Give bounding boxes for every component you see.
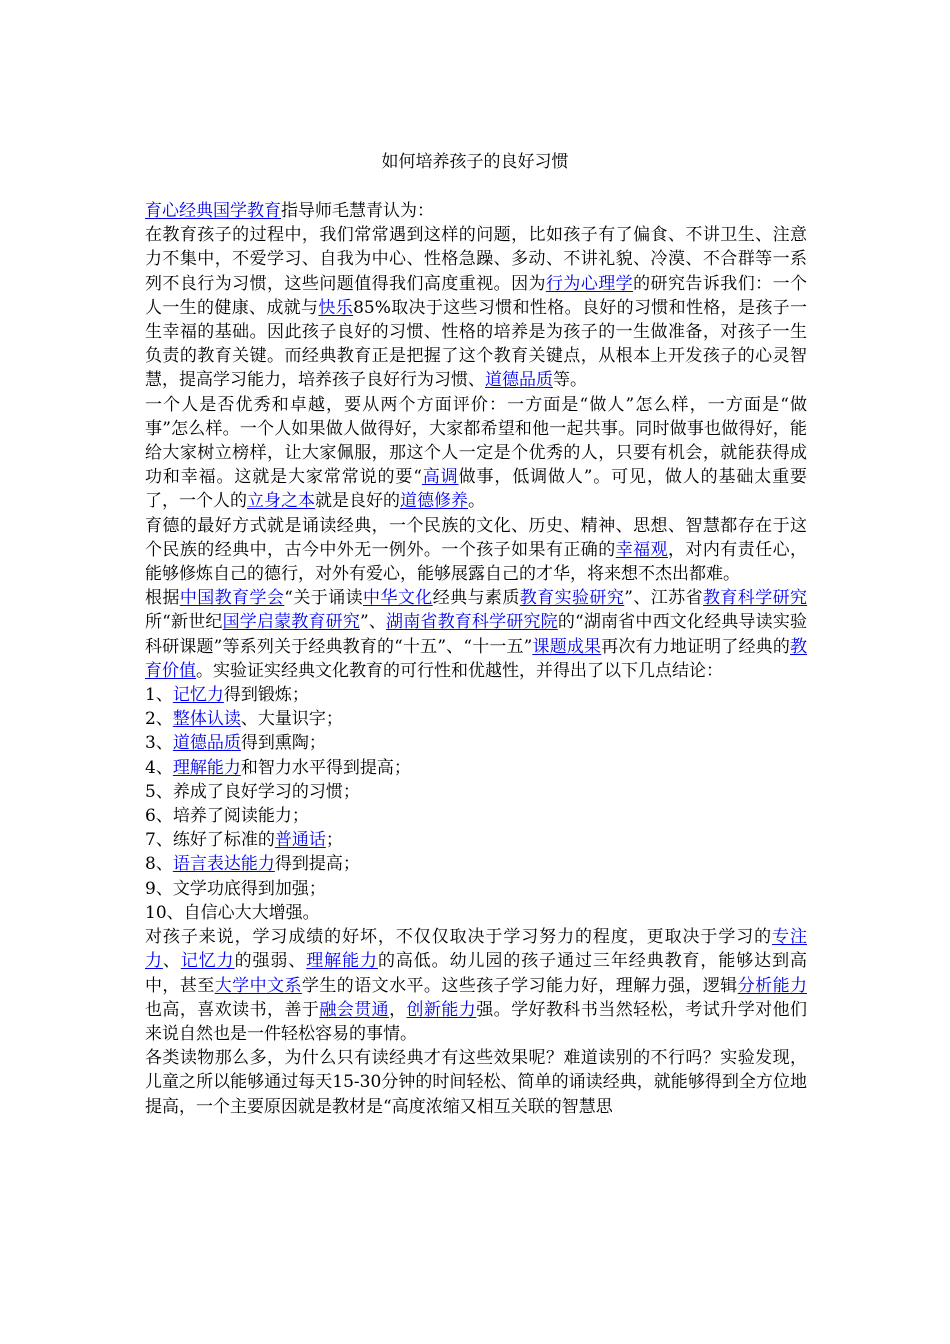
text-run: 在教育孩子的过程中，我们常常遇到这样的问题，比如孩子有了偏食、不讲卫生、注意力不集中，不爱学习、自我为中心、性格急躁、多动、不讲礼貌、冷漠、不合群等一系列不良行为习惯，这些问题值得我们高度重视。因为 <box>145 225 807 294</box>
text-run: 指导师毛慧青认为： <box>281 201 434 221</box>
inline-link[interactable]: 课题成果 <box>532 636 602 657</box>
text-run: 6、培养了阅读能力； <box>145 806 309 827</box>
document-title: 如何培养孩子的良好习惯 <box>381 152 569 172</box>
text-run: 得到熏陶； <box>240 733 326 754</box>
text-run: 根据 <box>145 588 180 609</box>
inline-link[interactable]: 教育科学研究 <box>702 588 808 609</box>
text-run: “关于诵读 <box>284 588 364 609</box>
text-run: 得到提高； <box>274 854 360 875</box>
paragraph <box>145 1046 807 1119</box>
paragraph <box>145 683 807 707</box>
text-run: 8、 <box>145 854 173 875</box>
text-run: 4、 <box>145 757 173 778</box>
paragraph <box>145 877 807 901</box>
paragraph <box>145 852 807 876</box>
text-run: 就是良好的 <box>315 491 400 512</box>
inline-link[interactable]: 记忆力 <box>180 951 235 972</box>
paragraph <box>145 731 807 755</box>
text-run: 再次有力地证明了经典的 <box>601 636 790 657</box>
inline-link[interactable]: 高调 <box>421 467 459 488</box>
inline-link[interactable]: 教育实验研究 <box>519 588 625 609</box>
inline-link[interactable]: 理解能力 <box>172 757 241 778</box>
inline-link[interactable]: 教育价值 <box>145 636 807 681</box>
inline-link[interactable]: 大学中文系 <box>214 975 302 996</box>
text-run: 5、养成了良好学习的习惯； <box>145 781 360 802</box>
inline-link[interactable]: 立身之本 <box>247 491 315 512</box>
text-run: 等。 <box>553 370 587 391</box>
text-run: 85%取决于这些习惯和性格。良好的习惯和性格，是孩子一生幸福的基础。因此孩子良好的习惯、性格的培养是为孩子的一生做准备，对孩子一生负责的教育关键。而经典教育正是把握了这个教育关键点，从根本上开发孩子的心灵智慧，提高学习能力，培养孩子良好行为习惯、 <box>145 297 807 391</box>
paragraph <box>145 804 807 828</box>
text-run: ， <box>389 999 407 1020</box>
paragraph <box>145 901 807 925</box>
text-run: 的“湖南省中西文化经典导读实验科研课题”等系列关于经典教育的“十五”、“十一五” <box>145 612 807 657</box>
text-run: 得到锻炼； <box>223 685 309 706</box>
text-run: 。 <box>468 491 485 512</box>
inline-link[interactable]: 中华文化 <box>363 588 433 609</box>
text-run: 所“新世纪 <box>145 612 223 633</box>
inline-link[interactable]: 行为心理学 <box>545 273 634 294</box>
inline-link[interactable]: 整体认读 <box>172 709 241 730</box>
inline-link[interactable]: 道德品质 <box>172 733 241 754</box>
inline-link[interactable]: 道德修养 <box>400 491 468 512</box>
text-run: ”、江苏省 <box>624 588 703 609</box>
text-run: 7、练好了标准的 <box>145 830 275 851</box>
text-run: ； <box>325 830 343 851</box>
text-run: 9、文学功底得到加强； <box>145 878 326 899</box>
text-run: ”、 <box>360 612 387 633</box>
text-run: 和智力水平得到提高； <box>240 757 411 778</box>
inline-link[interactable]: 融会贯通 <box>319 999 390 1020</box>
inline-link[interactable]: 语言表达能力 <box>172 854 275 875</box>
text-run: ，对内有责任心，能够修炼自己的德行，对外有爱心，能够展露自己的才华，将来想不杰出都难。 <box>145 539 808 585</box>
text-run: 一个人是否优秀和卓越，要从两个方面评价：一方面是“做人”怎么样，一方面是“做事”怎么样。一个人如果做人做得好，大家都希望和他一起共事。同时做事也做得好，能给大家树立榜样，让大家佩服，那这个人一定是个优秀的人，只要有机会，就能获得成功和幸福。这就是大家常常说的要“ <box>145 394 807 488</box>
inline-link[interactable]: 创新能力 <box>406 999 477 1020</box>
text-run: 的研究告诉我们：一个人一生的健康、成就与 <box>145 273 808 318</box>
text-run: 。实验证实经典文化教育的可行性和优越性，并得出了以下几点结论： <box>196 660 723 681</box>
inline-link[interactable]: 专注力 <box>145 927 808 972</box>
paragraph <box>145 925 807 1046</box>
paragraph <box>145 707 807 731</box>
paragraph <box>145 393 807 514</box>
text-run: 经典与素质 <box>432 588 520 609</box>
inline-link[interactable]: 普通话 <box>274 830 326 851</box>
text-run: 3、 <box>145 733 173 754</box>
text-run: 1、 <box>145 685 173 706</box>
inline-link[interactable]: 理解能力 <box>306 951 378 972</box>
text-run: 对孩子来说，学习成绩的好坏，不仅仅取决于学习努力的程度，更取决于学习的 <box>145 927 773 948</box>
text-run: 10、自信心大大增强。 <box>145 902 320 923</box>
text-run: 、大量识字； <box>240 709 343 730</box>
paragraph <box>145 828 807 852</box>
text-run: 也高，喜欢读书，善于 <box>145 999 320 1020</box>
paragraph <box>145 780 807 804</box>
inline-link[interactable]: 记忆力 <box>172 685 224 706</box>
inline-link[interactable]: 育心经典国学教育 <box>145 201 281 221</box>
text-run: 的强弱、 <box>234 951 307 972</box>
text-run: 育德的最好方式就是诵读经典，一个民族的文化、历史、精神、思想、智慧都存在于这个民族的经典中，古今中外无一例外。一个孩子如果有正确的 <box>145 515 807 560</box>
text-run: 学生的语文水平。这些孩子学习能力好，理解力强，逻辑 <box>301 975 738 996</box>
document-body <box>145 199 807 1119</box>
inline-link[interactable]: 分析能力 <box>737 975 808 996</box>
inline-link[interactable]: 道德品质 <box>485 370 553 391</box>
text-run: 2、 <box>145 709 173 730</box>
inline-link[interactable]: 快乐 <box>318 297 354 318</box>
paragraph <box>145 586 807 683</box>
paragraph <box>145 756 807 780</box>
inline-link[interactable]: 国学启蒙教育研究 <box>222 612 360 633</box>
paragraph <box>145 199 807 223</box>
text-run: 各类读物那么多，为什么只有读经典才有这些效果呢？难道读别的不行吗？实验发现，儿童之所以能够通过每天15-30分钟的时间轻松、简单的诵读经典，就能够得到全方位地提高，一个主要原因就是教材是“高度浓缩又相互关联的智慧思 <box>145 1048 807 1117</box>
inline-link[interactable]: 中国教育学会 <box>179 588 285 609</box>
inline-link[interactable]: 湖南省教育科学研究院 <box>386 612 558 633</box>
text-run: 强。学好教科书当然轻松，考试升学对他们来说自然也是一件轻松容易的事情。 <box>145 999 808 1044</box>
paragraph <box>145 223 807 392</box>
text-run: 、 <box>162 951 181 972</box>
text-run: 的高低。幼儿园的孩子通过三年经典教育，能够达到高中，甚至 <box>145 951 808 996</box>
inline-link[interactable]: 幸福观 <box>615 539 668 560</box>
paragraph <box>145 514 807 587</box>
text-run: 做事，低调做人”。可见，做人的基础太重要了，一个人的 <box>145 467 807 512</box>
